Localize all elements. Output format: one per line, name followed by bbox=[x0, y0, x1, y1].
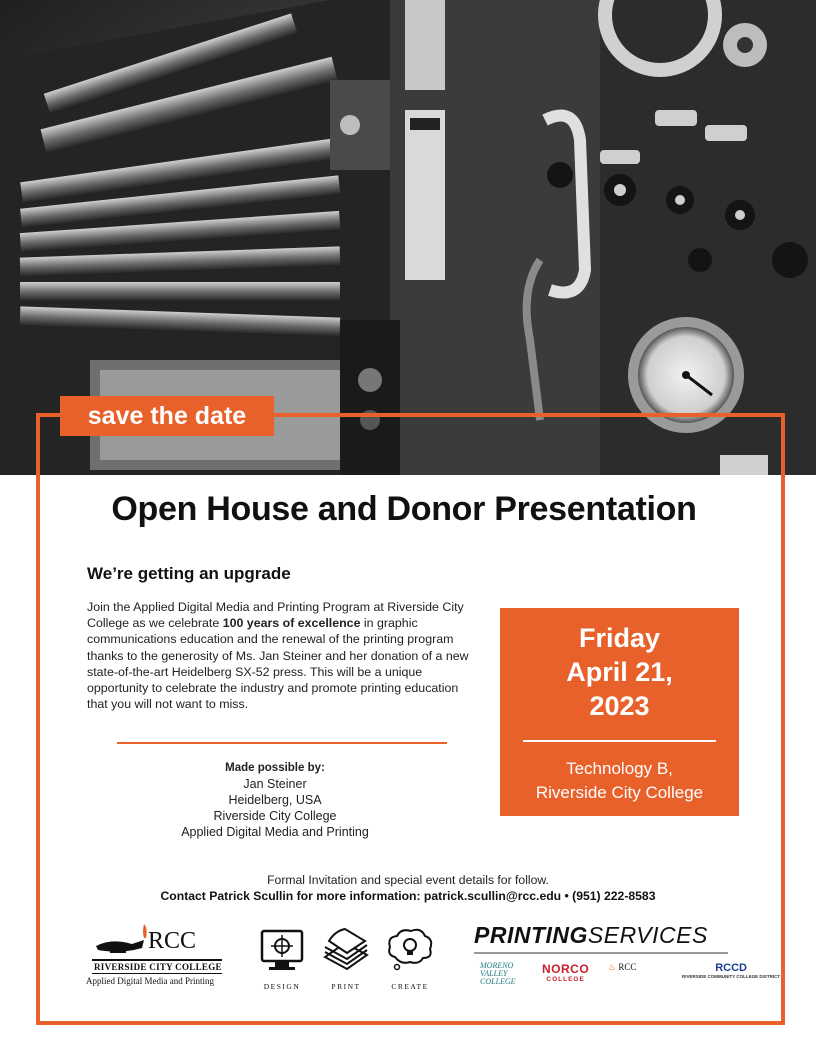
lightbulb-cloud-icon bbox=[385, 927, 435, 973]
design-icon-block bbox=[256, 927, 308, 991]
rccd-wordmark: RCCD bbox=[715, 962, 747, 974]
description-bold: 100 years of excellence bbox=[222, 616, 361, 631]
rcc-rule-2 bbox=[92, 973, 222, 974]
event-year: 2023 bbox=[589, 691, 650, 721]
contact-line: Contact Patrick Scullin for more information: patrick.scullin@rcc.edu • (951) 222-8583 bbox=[160, 889, 656, 903]
printing-services-wordmark bbox=[474, 922, 730, 949]
credit-name: Heidelberg, USA bbox=[228, 793, 322, 807]
moreno-valley-logo bbox=[480, 962, 516, 986]
credit-name: Jan Steiner bbox=[243, 777, 307, 791]
event-title: Open House and Donor Presentation bbox=[111, 490, 697, 528]
printing-services-rule bbox=[474, 952, 728, 954]
rcc-small-logo bbox=[608, 962, 636, 973]
event-description bbox=[87, 599, 477, 712]
date-divider bbox=[523, 740, 716, 742]
rccd-logo bbox=[682, 962, 780, 979]
print-label: PRINT bbox=[331, 982, 361, 991]
description-part-1: Join the Applied Digital Media and Printing Program at Riverside City College as we celebrate bbox=[87, 600, 464, 631]
event-date-box bbox=[500, 608, 739, 816]
norco-logo bbox=[542, 962, 589, 983]
rccd-name: RIVERSIDE COMMUNITY COLLEGE DISTRICT bbox=[682, 974, 781, 979]
printing-word: PRINTING bbox=[474, 922, 588, 948]
event-location bbox=[500, 757, 739, 805]
mvc-line-3: COLLEGE bbox=[480, 977, 516, 986]
norco-college: COLLEGE bbox=[546, 976, 585, 983]
services-word: SERVICES bbox=[587, 922, 708, 948]
rcc-program-name: Applied Digital Media and Printing bbox=[86, 976, 214, 986]
credit-name: Riverside City College bbox=[213, 809, 337, 823]
credit-name: Applied Digital Media and Printing bbox=[181, 825, 369, 839]
monitor-crosshair-icon bbox=[259, 927, 305, 973]
printing-services-logo bbox=[474, 922, 730, 954]
description-part-2: in graphic communications education and the renewal of the printing program thanks to the generosity of Ms. Jan Steiner and her donation of a new state-of-the-art Heidelberg SX-52 press. This will be a unique opportunity to celebrate the industry and promote printing education that you will not want to miss. bbox=[87, 616, 469, 712]
create-label: CREATE bbox=[391, 982, 429, 991]
invitation-note: Formal Invitation and special event details for follow. bbox=[267, 873, 549, 887]
create-icon-block bbox=[384, 927, 436, 991]
event-date: April 21, bbox=[566, 657, 673, 687]
rcc-small-wordmark: RCC bbox=[618, 962, 637, 972]
lamp-icon bbox=[92, 924, 152, 960]
print-icon-block bbox=[320, 927, 372, 991]
save-the-date-banner bbox=[60, 396, 274, 436]
paper-stack-icon bbox=[321, 927, 371, 973]
location-line-2: Riverside City College bbox=[535, 783, 704, 802]
credits-block bbox=[135, 760, 415, 840]
credits-heading: Made possible by: bbox=[225, 762, 325, 774]
subheading: We’re getting an upgrade bbox=[87, 564, 291, 583]
norco-wordmark: NORCO bbox=[542, 962, 590, 976]
rcc-small-flame-icon: ♨ bbox=[608, 962, 617, 972]
location-line-1: Technology B, bbox=[566, 759, 673, 778]
rcc-college-name: RIVERSIDE CITY COLLEGE bbox=[94, 962, 222, 972]
rcc-wordmark: RCC bbox=[148, 928, 197, 954]
section-divider bbox=[117, 742, 447, 744]
design-label: DESIGN bbox=[263, 982, 301, 991]
mvc-line-1: MORENO bbox=[480, 961, 514, 970]
event-day: Friday bbox=[578, 623, 661, 653]
mvc-line-2: VALLEY bbox=[480, 969, 508, 978]
rcc-logo bbox=[86, 922, 226, 988]
save-the-date-label: save the date bbox=[87, 401, 247, 430]
rcc-rule bbox=[92, 959, 222, 961]
